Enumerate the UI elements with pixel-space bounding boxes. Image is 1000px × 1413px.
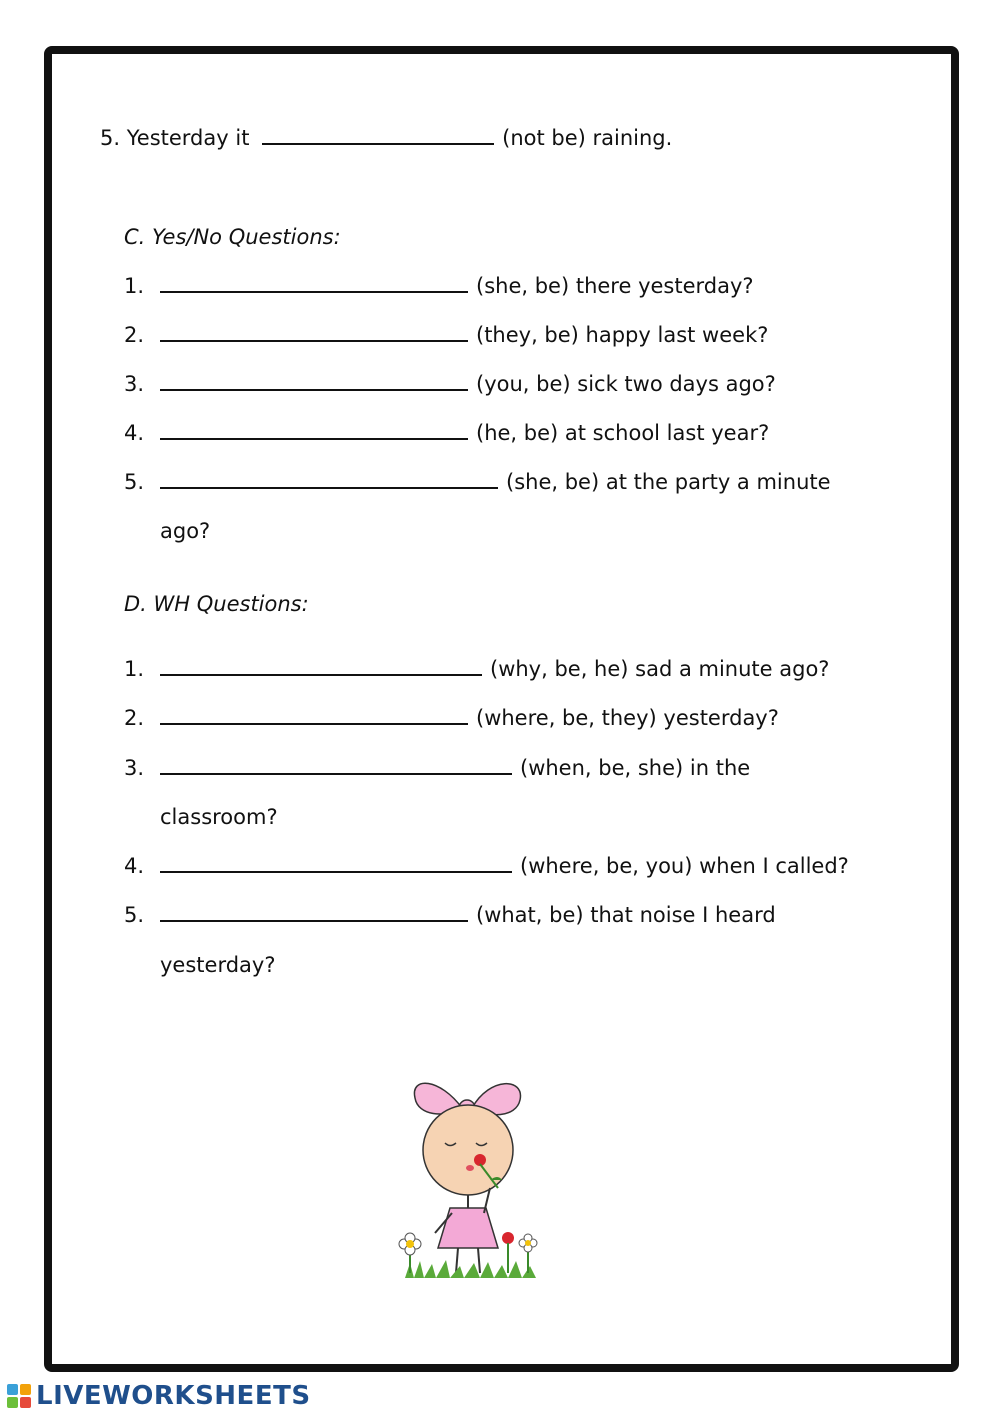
liveworksheets-logo	[6, 1380, 311, 1412]
answer-blank[interactable]	[160, 322, 468, 342]
answer-blank[interactable]	[160, 469, 498, 489]
item-number: 2.	[124, 706, 145, 730]
section-d-item-3	[124, 754, 750, 782]
answer-blank[interactable]	[160, 705, 468, 725]
section-d-heading: D. WH Questions:	[124, 592, 309, 616]
liveworksheets-logo-icon	[6, 1383, 32, 1409]
item-number: 5.	[124, 470, 145, 494]
item-hint: (she, be) at the party a minute	[506, 470, 831, 494]
item-hint: (what, be) that noise I heard	[476, 903, 776, 927]
item-hint: (when, be, she) in the	[520, 756, 751, 780]
item-number: 1.	[124, 274, 145, 298]
answer-blank[interactable]	[160, 420, 468, 440]
item-hint: (why, be, he) sad a minute ago?	[490, 657, 830, 681]
answer-blank[interactable]	[160, 273, 468, 293]
answer-blank[interactable]	[160, 755, 512, 775]
section-c-item-2	[124, 321, 768, 349]
item-number: 5.	[100, 126, 121, 150]
item-number: 4.	[124, 421, 145, 445]
item-number: 3.	[124, 372, 145, 396]
item-hint: (not be) raining.	[502, 126, 673, 150]
section-c-item-4	[124, 419, 769, 447]
item-number: 5.	[124, 903, 145, 927]
section-c-item-3	[124, 370, 776, 398]
section-c-item-5-continuation: ago?	[160, 519, 211, 543]
answer-blank[interactable]	[262, 125, 494, 145]
section-d-item-4	[124, 852, 849, 880]
item-hint: (they, be) happy last week?	[476, 323, 769, 347]
answer-blank[interactable]	[160, 656, 482, 676]
answer-blank[interactable]	[160, 371, 468, 391]
section-d-item-5	[124, 901, 776, 929]
girl-with-flower-illustration	[390, 1068, 550, 1283]
item-prefix: Yesterday it	[126, 126, 250, 150]
item-hint: (you, be) sick two days ago?	[476, 372, 776, 396]
answer-blank[interactable]	[160, 902, 468, 922]
item-hint: (she, be) there yesterday?	[476, 274, 754, 298]
answer-blank[interactable]	[160, 853, 512, 873]
section-c-item-1	[124, 272, 754, 300]
item-number: 1.	[124, 657, 145, 681]
section-d-item-5-continuation: yesterday?	[160, 953, 276, 977]
section-d-item-1	[124, 655, 829, 683]
item-hint: (he, be) at school last year?	[476, 421, 770, 445]
section-d-item-2	[124, 704, 779, 732]
item-number: 2.	[124, 323, 145, 347]
brand-name: LIVEWORKSHEETS	[36, 1381, 311, 1411]
item-hint: (where, be, they) yesterday?	[476, 706, 779, 730]
exercise-b-item-5	[100, 124, 672, 152]
item-hint: (where, be, you) when I called?	[520, 854, 849, 878]
section-c-item-5	[124, 468, 831, 496]
section-c-heading: C. Yes/No Questions:	[124, 225, 341, 249]
item-number: 3.	[124, 756, 145, 780]
section-d-item-3-continuation: classroom?	[160, 805, 278, 829]
item-number: 4.	[124, 854, 145, 878]
